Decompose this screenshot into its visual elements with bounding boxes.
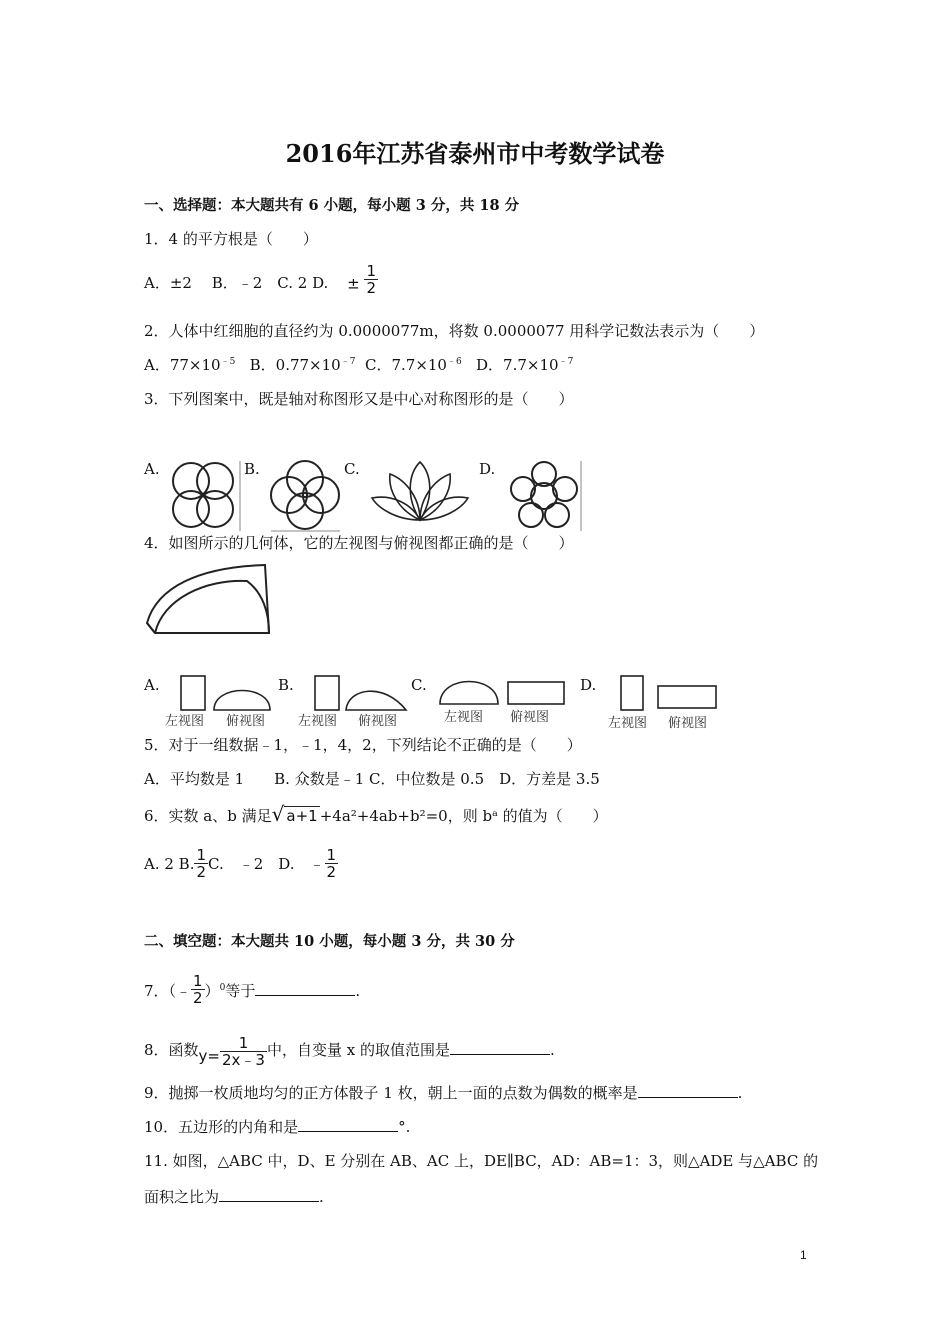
left-view-caption: 左视图 [298, 714, 338, 729]
period: . [737, 1084, 743, 1102]
period: . [319, 1188, 324, 1206]
option-b: B．0.77×10 [249, 356, 341, 374]
options-a-b: A. 2 B. [144, 855, 195, 873]
question-5-options: A．平均数是 1 B. 众数是﹣1 C．中位数是 0.5 D．方差是 3.5 [144, 770, 600, 788]
denominator: 2 [196, 863, 207, 881]
option-b-views [312, 674, 408, 712]
denominator: 2 [326, 863, 337, 881]
question-4-stem: 4．如图所示的几何体，它的左视图与俯视图都正确的是（ ） [144, 534, 574, 552]
question-7-tail: 等于 [225, 982, 256, 1000]
question-1-stem: 1．4 的平方根是（ ） [144, 230, 318, 248]
left-view-caption: 左视图 [608, 716, 648, 731]
question-9 [144, 1082, 742, 1103]
left-view-caption: 左视图 [165, 714, 205, 729]
option-d-label: D. [580, 676, 597, 694]
option-a-views [178, 674, 278, 712]
question-8 [144, 1034, 555, 1068]
option-a-label: A. [144, 676, 160, 694]
option-d-label: D. [479, 460, 496, 478]
denominator: 2 [193, 989, 203, 1007]
answer-blank [638, 1083, 738, 1098]
option-d-views [618, 674, 722, 714]
function-y: y= [198, 1047, 220, 1065]
answer-blank [450, 1040, 550, 1055]
question-6-prefix: 6．实数 a、b 满足 [144, 807, 272, 825]
option-a-label: A. [144, 460, 160, 478]
numerator: 1 [238, 1034, 249, 1052]
numerator: 1 [193, 972, 203, 990]
denominator: 2x﹣3 [222, 1051, 265, 1069]
numerator: 1 [196, 846, 207, 864]
answer-blank [255, 981, 355, 996]
page-number: 1 [800, 1248, 807, 1262]
pattern-flower [504, 459, 584, 533]
question-6-options [144, 846, 338, 881]
close-paren: ） [204, 982, 220, 1000]
question-7 [144, 972, 361, 1007]
option-a: A．77×10 [144, 356, 221, 374]
period: . [355, 982, 361, 1000]
pattern-four-overlap-circles [268, 459, 342, 533]
question-11-line2 [144, 1186, 324, 1207]
top-view-caption: 俯视图 [510, 710, 550, 725]
top-view-caption: 俯视图 [358, 714, 398, 729]
option-b-label: B. [278, 676, 294, 694]
question-1-options [144, 262, 378, 297]
numerator: 1 [326, 846, 337, 864]
left-view-caption: 左视图 [444, 710, 484, 725]
radicand: a+1 [286, 807, 318, 825]
option-c-label: C. [344, 460, 360, 478]
fraction-plus-minus-half [347, 262, 378, 297]
pattern-four-circles [166, 459, 242, 533]
exponent: 0 [219, 983, 226, 993]
section-heading-choice: 一、选择题：本大题共有 6 小题，每小题 3 分，共 18 分 [144, 197, 520, 214]
numerator: 1 [366, 262, 377, 280]
pattern-lotus [370, 458, 470, 524]
question-10-text: 10．五边形的内角和是 [144, 1118, 299, 1136]
plus-minus-sign: ± [347, 274, 360, 293]
question-11-text: 面积之比为 [144, 1188, 220, 1206]
question-3-stem: 3．下列图案中，既是轴对称图形又是中心对称图形的是（ ） [144, 390, 574, 408]
option-d: D．7.7×10 [476, 356, 559, 374]
degree-period: °. [398, 1118, 411, 1136]
question-6-stem [144, 802, 608, 826]
option-c-views [436, 672, 570, 708]
answer-blank [219, 1187, 319, 1202]
question-7-prefix: 7．（﹣ [144, 982, 192, 1000]
geometry-solid-figure [143, 563, 273, 635]
period: . [549, 1041, 555, 1059]
section-heading-fill: 二、填空题：本大题共 10 小题，每小题 3 分，共 30 分 [144, 933, 515, 950]
denominator: 2 [366, 279, 377, 297]
options-c-d: C. ﹣2 D. ﹣ [208, 855, 325, 873]
exponent: ﹣5 [220, 357, 236, 367]
question-11-line1: 11. 如图，△ABC 中，D、E 分别在 AB、AC 上，DE∥BC，AD：AB=1：3，则△ADE 与△ABC 的 [144, 1152, 819, 1170]
question-5-stem: 5．对于一组数据﹣1，﹣1，4，2，下列结论不正确的是（ ） [144, 736, 582, 754]
question-8-text: 中，自变量 x 的取值范围是 [266, 1041, 450, 1059]
page-title: 2016年江苏省泰州市中考数学试卷 [285, 139, 665, 168]
question-6-suffix: +4a²+4ab+b²=0，则 bᵃ 的值为（ ） [319, 807, 608, 825]
question-8-prefix: 8．函数 [144, 1041, 199, 1059]
top-view-caption: 俯视图 [668, 716, 708, 731]
option-c-label: C. [411, 676, 427, 694]
option-c: C．7.7×10 [364, 356, 447, 374]
exponent: ﹣7 [558, 357, 574, 367]
answer-blank [298, 1117, 398, 1132]
exponent: ﹣7 [340, 357, 356, 367]
top-view-caption: 俯视图 [226, 714, 266, 729]
question-9-text: 9．抛掷一枚质地均匀的正方体骰子 1 枚，朝上一面的点数为偶数的概率是 [144, 1084, 638, 1102]
option-b-label: B. [244, 460, 260, 478]
question-2-stem: 2．人体中红细胞的直径约为 0.0000077m，将数 0.0000077 用科学记数法表示为（ ） [144, 322, 765, 340]
question-10 [144, 1116, 410, 1137]
square-root-expression: √ a+1 [271, 802, 318, 826]
question-1-choices: A．±2 B．﹣2 C. 2 D. [144, 274, 329, 292]
question-2-options [144, 354, 573, 375]
exponent: ﹣6 [446, 357, 462, 367]
